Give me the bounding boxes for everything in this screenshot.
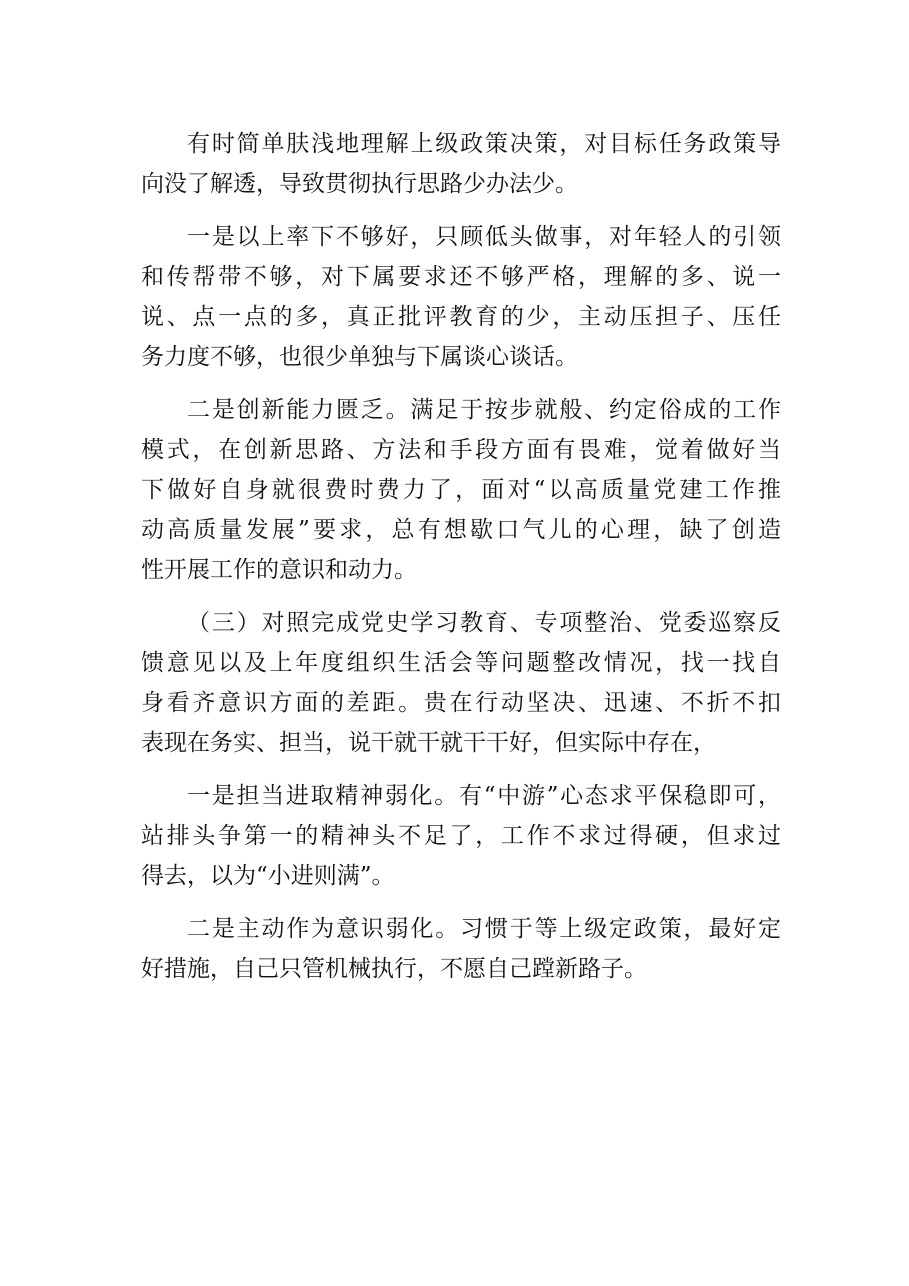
text-line: 一是担当进取精神弱化。有“中游”心态求平保稳即可， — [187, 783, 781, 809]
text-line: 表现在务实、担当，说干就干就干干好，但实际中存在， — [141, 730, 716, 756]
text-line: 得去，以为“小进则满”。 — [141, 863, 395, 889]
text-line: 一是以上率下不够好，只顾低头做事，对年轻人的引领 — [187, 224, 781, 250]
paragraph — [141, 124, 781, 204]
paragraph — [141, 217, 781, 377]
text-line: 馈意见以及上年度组织生活会等问题整改情况，找一找自 — [141, 650, 781, 676]
text-line: （三）对照完成党史学习教育、专项整治、党委巡察反 — [187, 610, 781, 636]
text-line: 有时简单肤浅地理解上级政策决策，对目标任务政策导 — [187, 131, 781, 157]
document-body — [141, 124, 781, 989]
text-line: 身看齐意识方面的差距。贵在行动坚决、迅速、不折不扣 — [141, 690, 781, 716]
text-line: 模式，在创新思路、方法和手段方面有畏难，觉着做好当 — [141, 437, 781, 463]
paragraph — [141, 390, 781, 590]
paragraph — [141, 909, 781, 989]
text-line: 二是主动作为意识弱化。习惯于等上级定政策，最好定 — [187, 916, 781, 942]
paragraph — [141, 603, 781, 763]
text-line: 向没了解透，导致贯彻执行思路少办法少。 — [141, 171, 578, 197]
text-line: 务力度不够，也很少单独与下属谈心谈话。 — [141, 344, 578, 370]
text-line: 动高质量发展”要求，总有想歇口气儿的心理，缺了创造 — [141, 517, 781, 543]
text-line: 站排头争第一的精神头不足了，工作不求过得硬，但求过 — [141, 823, 781, 849]
text-line: 说、点一点的多，真正批评教育的少，主动压担子、压任 — [141, 304, 781, 330]
paragraph — [141, 776, 781, 896]
text-line: 好措施，自己只管机械执行，不愿自己蹚新路子。 — [141, 956, 647, 982]
text-line: 二是创新能力匮乏。满足于按步就般、约定俗成的工作 — [187, 397, 781, 423]
text-line: 性开展工作的意识和动力。 — [141, 557, 417, 583]
text-line: 下做好自身就很费时费力了，面对“以高质量党建工作推 — [141, 477, 781, 503]
text-line: 和传帮带不够，对下属要求还不够严格，理解的多、说一 — [141, 264, 781, 290]
